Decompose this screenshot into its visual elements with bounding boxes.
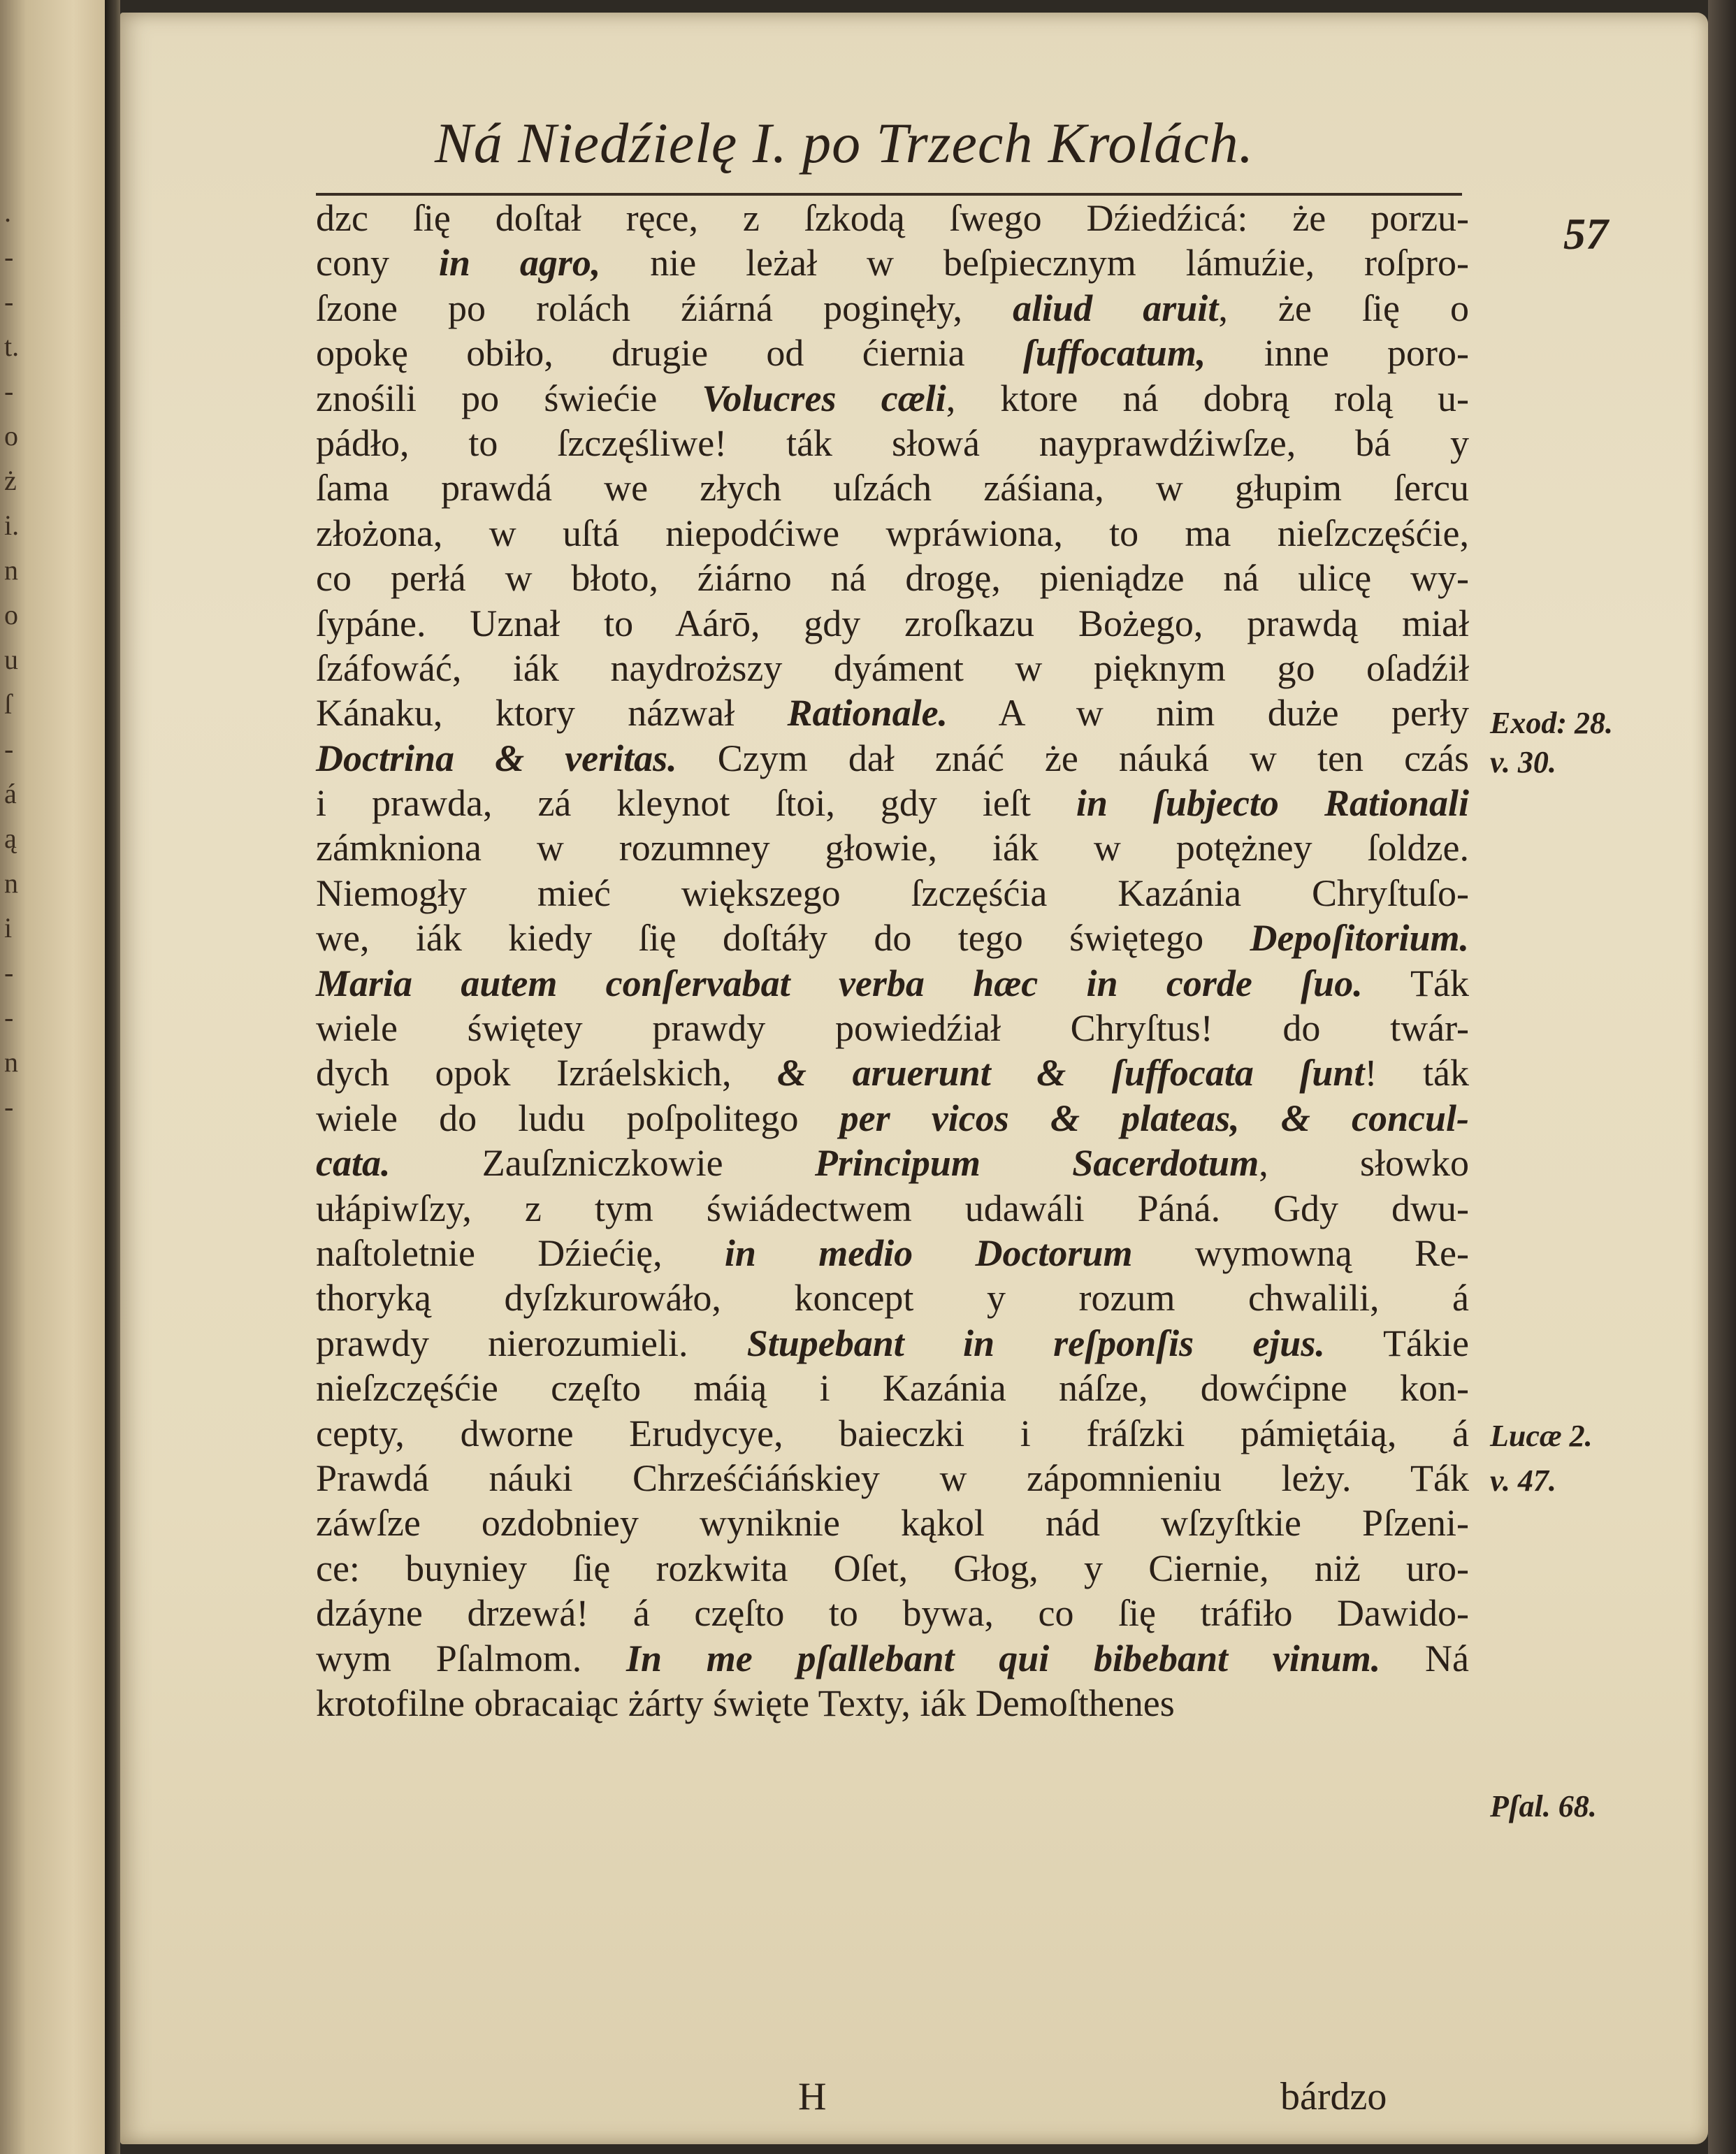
- text-run: pádło, to ſzczęśliwe! ták słowá nayprawdźiwſze, bá y: [316, 421, 1469, 464]
- text-run: znośili po świećie: [316, 377, 702, 419]
- left-page-fragment: o: [4, 420, 18, 451]
- text-run: wiele do ludu poſpolitego: [316, 1097, 840, 1139]
- text-run: dych opok Izráelskich,: [316, 1052, 778, 1094]
- text-line: [316, 1456, 1469, 1501]
- text-run: krotofilne obracaiąc żárty święte Texty, iák Demoſthenes: [316, 1682, 1175, 1724]
- text-line: [316, 286, 1469, 331]
- text-line: [316, 736, 1469, 781]
- text-line: [316, 421, 1469, 465]
- text-line: [316, 1321, 1469, 1366]
- book-gutter: [105, 0, 120, 2154]
- margin-note-exod-1: Exod: 28.: [1490, 706, 1613, 740]
- left-page-fragment: ſ: [4, 688, 13, 720]
- italic-text: Doctrina & veritas.: [316, 737, 677, 779]
- italic-text: Depoſitorium.: [1250, 917, 1469, 960]
- book-page: [120, 13, 1708, 2144]
- text-run: i prawda, zá kleynot ſtoi, gdy ieſt: [316, 782, 1076, 825]
- text-line: [316, 465, 1469, 510]
- text-line: [316, 601, 1469, 646]
- text-line: [316, 825, 1469, 870]
- left-page-fragment: n: [4, 1046, 18, 1078]
- text-run: ſama prawdá we złych uſzách záśiana, w głupim ſercu: [316, 467, 1469, 509]
- text-line: [316, 871, 1469, 916]
- italic-text: Maria autem conſervabat verba hæc in corde ſuo.: [316, 962, 1363, 1004]
- text-run: co perłá w błoto, źiárno ná drogę, pieniądze ná ulicę wy-: [316, 557, 1469, 600]
- text-run: dzáyne drzewá! á częſto to bywa, co ſię tráfiło Dawido-: [316, 1592, 1469, 1635]
- text-run: Prawdá náuki Chrześćiáńskiey w zápomnieniu leży. Ták: [316, 1457, 1469, 1499]
- left-page-fragment: t.: [4, 331, 20, 362]
- text-run: naſtoletnie Dźiećię,: [316, 1231, 725, 1274]
- text-line: [316, 1231, 1469, 1275]
- text-run: opokę obiło, drugie od ćiernia: [316, 332, 1023, 375]
- left-page-fragment: i: [4, 912, 13, 944]
- italic-text: ſuffocatum,: [1022, 332, 1206, 375]
- text-line: [316, 1411, 1469, 1456]
- text-line: [316, 1591, 1469, 1635]
- italic-text: in ſubjecto Rationali: [1076, 782, 1470, 825]
- italic-text: Principum Sacerdotum: [814, 1142, 1259, 1185]
- text-run: ułápiwſzy, z tym świádectwem udawáli Páná. Gdy dwu-: [316, 1187, 1469, 1229]
- text-run: ce: buyniey ſię rozkwita Oſet, Głog, y Ciernie, niż uro-: [316, 1547, 1469, 1589]
- left-page-fragment: u: [4, 644, 18, 675]
- text-line: [316, 1006, 1469, 1050]
- text-run: Kánaku, ktory názwał: [316, 692, 788, 735]
- left-page-fragment: .: [4, 196, 11, 228]
- text-line: [316, 1636, 1469, 1681]
- text-line: [316, 781, 1469, 825]
- text-line: [316, 916, 1469, 960]
- left-page-fragment: -: [4, 241, 14, 273]
- text-run: A w nim duże perły: [948, 692, 1469, 735]
- text-run: Zauſzniczkowie: [390, 1142, 815, 1185]
- text-run: cepty, dworne Erudycye, baieczki i fráſzki pámiętáią, á: [316, 1412, 1469, 1454]
- body-text: [316, 196, 1469, 1726]
- text-line: [316, 1186, 1469, 1231]
- left-page-fragment: -: [4, 1002, 14, 1033]
- text-run: ſypáne. Uznał to Aárō, gdy zroſkazu Bożego, prawdą miał: [316, 602, 1469, 644]
- left-page-fragment: o: [4, 599, 18, 630]
- text-line: [316, 1141, 1469, 1185]
- text-run: wiele świętey prawdy powiedźiał Chryſtus! do twár-: [316, 1007, 1469, 1050]
- text-run: ! ták: [1364, 1052, 1469, 1094]
- text-run: inne poro-: [1206, 332, 1469, 375]
- text-line: [316, 511, 1469, 556]
- running-title: Ná Niedźielę I. po Trzech Krolách.: [435, 111, 1254, 175]
- text-run: Tákie: [1324, 1322, 1469, 1364]
- text-run: wym Pſalmom.: [316, 1637, 626, 1679]
- italic-text: per vicos & plateas, & concul-: [839, 1097, 1470, 1139]
- italic-text: in agro,: [438, 242, 601, 284]
- italic-text: Volucres cæli: [702, 377, 946, 419]
- margin-note-luc-2: v. 47.: [1490, 1463, 1556, 1498]
- left-page-edge: [0, 0, 105, 2154]
- italic-text: cata.: [316, 1142, 391, 1185]
- text-run: , ktore ná dobrą rolą u-: [946, 377, 1469, 419]
- page-number: 57: [1563, 209, 1608, 259]
- text-run: Ná: [1380, 1637, 1470, 1679]
- left-page-fragment: ż: [4, 465, 17, 496]
- text-run: we, iák kiedy ſię doſtáły do tego świętego: [316, 917, 1250, 960]
- left-page-fragment: -: [4, 733, 14, 765]
- left-page-fragment: -: [4, 957, 14, 988]
- italic-text: Rationale.: [787, 692, 948, 735]
- text-run: dzc ſię doſtał ręce, z ſzkodą ſwego Dźiedźicá: że porzu-: [316, 197, 1469, 239]
- text-line: [316, 1501, 1469, 1545]
- text-run: cony: [316, 242, 439, 284]
- signature-mark: H: [798, 2075, 827, 2118]
- left-page-fragment: n: [4, 867, 18, 899]
- text-run: nieſzczęśćie częſto máią i Kazánia náſze, dowćipne kon-: [316, 1367, 1469, 1410]
- italic-text: In me pſallebant qui bibebant vinum.: [626, 1637, 1381, 1679]
- text-line: [316, 1096, 1469, 1141]
- text-line: [316, 1366, 1469, 1410]
- left-page-fragment: i.: [4, 509, 20, 541]
- italic-text: aliud aruit: [1013, 287, 1219, 329]
- margin-note-luc-1: Lucæ 2.: [1490, 1419, 1593, 1453]
- text-line: [316, 691, 1469, 735]
- text-line: [316, 1681, 1469, 1726]
- text-run: nie leżał w beſpiecznym lámuźie, roſpro-: [600, 242, 1469, 284]
- text-line: [316, 376, 1469, 421]
- left-page-fragment: ą: [4, 823, 17, 854]
- margin-note-exod-2: v. 30.: [1490, 745, 1556, 779]
- text-line: [316, 1050, 1469, 1095]
- italic-text: in medio Doctorum: [724, 1231, 1133, 1274]
- text-run: Niemogły mieć większego ſzczęśćia Kazánia Chryſtuſo-: [316, 872, 1469, 914]
- text-line: [316, 240, 1469, 285]
- left-page-fragment: á: [4, 778, 17, 809]
- text-run: Ták: [1362, 962, 1470, 1004]
- text-run: Czym dał znáć że náuká w ten czás: [677, 737, 1469, 779]
- text-line: [316, 1546, 1469, 1591]
- left-page-fragment: -: [4, 1091, 14, 1122]
- text-line: [316, 556, 1469, 600]
- italic-text: & aruerunt & ſuffocata ſunt: [777, 1052, 1365, 1094]
- margin-note-psal: Pſal. 68.: [1490, 1789, 1597, 1823]
- left-page-fragment: n: [4, 554, 18, 586]
- left-page-fragment: -: [4, 286, 14, 317]
- text-line: [316, 1275, 1469, 1320]
- text-run: ſzáfowáć, iák naydroższy dyáment w pięknym go oſadźił: [316, 646, 1469, 689]
- text-line: [316, 331, 1469, 375]
- italic-text: Stupebant in reſponſis ejus.: [746, 1322, 1325, 1364]
- text-run: , że ſię o: [1218, 287, 1469, 329]
- text-run: , słowko: [1259, 1142, 1470, 1185]
- text-run: thoryką dyſzkurowáło, koncept y rozum chwalili, á: [316, 1277, 1469, 1320]
- right-page-edge: [1708, 0, 1736, 2154]
- text-run: ſzone po rolách źiárná poginęły,: [316, 287, 1013, 329]
- text-run: záwſze ozdobniey wyniknie kąkol nád wſzyſtkie Pſzeni-: [316, 1502, 1469, 1545]
- text-run: wymowną Re-: [1132, 1231, 1469, 1274]
- text-line: [316, 646, 1469, 691]
- text-line: [316, 196, 1469, 240]
- text-run: prawdy nierozumieli.: [316, 1322, 747, 1364]
- text-run: zámkniona w rozumney głowie, iák w potężney ſoldze.: [316, 827, 1469, 869]
- catchword: bárdzo: [1280, 2075, 1387, 2118]
- text-run: złożona, w uſtá niepodćiwe wpráwiona, to ma nieſzczęśćie,: [316, 512, 1469, 554]
- left-page-fragment: -: [4, 375, 14, 407]
- text-line: [316, 961, 1469, 1006]
